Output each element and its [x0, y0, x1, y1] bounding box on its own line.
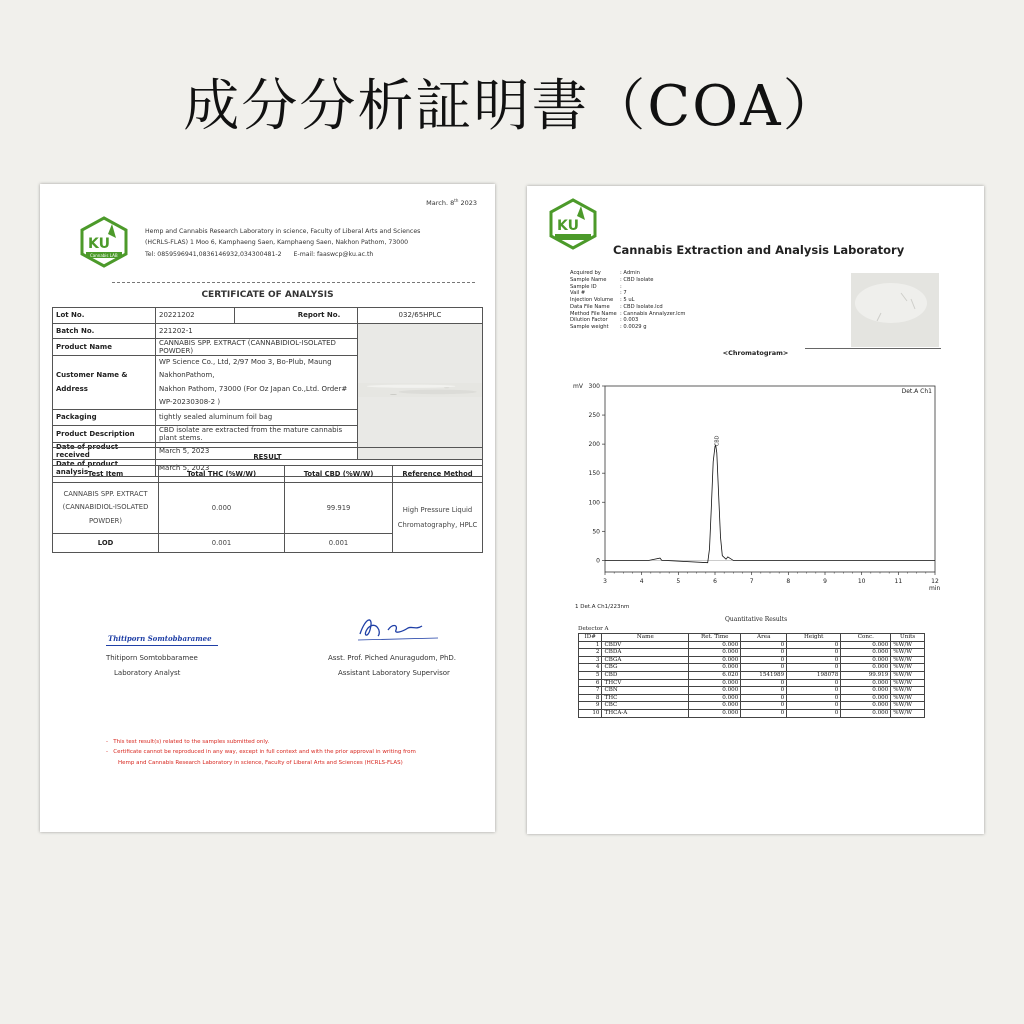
table-cell: 4	[579, 664, 602, 672]
table-cell: THC	[602, 694, 689, 702]
cbd-value: 99.919	[285, 483, 393, 534]
customer-value-line-2: Nakhon Pathom, 73000 (For Oz Japan Co.,Ltd. Order# WP-20230308-2 )	[159, 384, 348, 406]
item-line-3: POWDER)	[88, 516, 123, 525]
lab-email: E-mail: faaswcp@ku.ac.th	[293, 250, 374, 258]
certificate-page	[40, 184, 495, 832]
detector-label: Detector A	[578, 626, 609, 632]
table-row	[53, 466, 483, 483]
table-cell: %W/W	[891, 671, 925, 679]
lot-value: 20221202	[156, 308, 235, 324]
powder-image-icon	[358, 383, 482, 398]
y-tick-label: 200	[588, 441, 600, 449]
lod-label: LOD	[53, 534, 159, 553]
customer-label	[53, 356, 156, 410]
table-cell: 198078	[787, 671, 841, 679]
report-value: 032/65HPLC	[358, 308, 483, 324]
signature-line	[106, 645, 218, 646]
lab-tel: Tel: 0859596941,0836146932,034300481-2	[145, 250, 282, 258]
table-cell: 0.000	[841, 702, 891, 710]
batch-value: 221202-1	[156, 323, 358, 339]
report-date	[426, 198, 477, 208]
info-label: Sample weight	[570, 324, 609, 330]
table-cell: %W/W	[891, 649, 925, 657]
svg-text:KU: KU	[557, 218, 579, 234]
method-line-2: Chromatography, HPLC	[397, 520, 478, 529]
table-cell: 0.000	[841, 664, 891, 672]
table-cell: 0	[787, 649, 841, 657]
analysis-value: March 5, 2023	[156, 459, 483, 476]
note-1: - This test result(s) related to the samples submitted only.	[106, 739, 270, 745]
note-2: - Certificate cannot be reproduced in any way, except in full context and with the prior approval in writing from	[106, 749, 416, 756]
info-value: : Cannabis Annalyzer.lcm	[620, 310, 686, 317]
table-cell: 0	[787, 664, 841, 672]
x-tick-label: 5	[676, 578, 681, 585]
lod-thc: 0.001	[159, 534, 285, 553]
table-cell: 0	[741, 649, 787, 657]
table-cell: 0	[787, 656, 841, 664]
thc-value: 0.000	[159, 483, 285, 534]
table-cell: 1541989	[741, 671, 787, 679]
info-value: : 0.003	[620, 317, 639, 324]
lab-address-block	[145, 228, 475, 259]
y-tick-label: 100	[588, 499, 600, 507]
peak-label: CBD	[714, 435, 721, 447]
x-tick-label: 12	[931, 578, 939, 585]
plot-frame	[605, 386, 935, 572]
x-tick-label: 3	[603, 578, 607, 585]
table-cell: CBG	[602, 664, 689, 672]
customer-value-line-1: WP Science Co., Ltd, 2/97 Moo 3, Bo-Plub, Maung NakhonPathom,	[159, 358, 332, 380]
result-title: RESULT	[53, 448, 483, 466]
info-row	[570, 324, 685, 331]
table-row	[579, 702, 925, 710]
svg-text:Cannabis LAB: Cannabis LAB	[90, 253, 118, 258]
info-value: : CBD Isolate.lcd	[620, 303, 663, 310]
table-cell: 0	[741, 641, 787, 649]
ku-logo-icon	[547, 198, 599, 250]
info-row	[570, 270, 685, 277]
product-photo	[358, 323, 483, 459]
date-year: 2023	[460, 199, 477, 208]
table-row	[53, 323, 483, 339]
table-cell: 2	[579, 649, 602, 657]
table-header: Ret. Time	[689, 634, 741, 642]
table-row	[579, 656, 925, 664]
info-label: Sample Name	[570, 276, 607, 283]
table-cell: 5	[579, 671, 602, 679]
table-cell: 0	[787, 679, 841, 687]
table-cell: 0	[741, 664, 787, 672]
table-cell: 0	[741, 687, 787, 695]
table-row	[579, 687, 925, 695]
received-value: March 5, 2023	[156, 442, 358, 459]
sample-info	[570, 270, 685, 331]
table-row	[579, 709, 925, 717]
page-title: 成分分析証明書（COA）	[183, 74, 841, 139]
table-cell: 0	[741, 694, 787, 702]
table-cell: 0.000	[841, 641, 891, 649]
table-row	[579, 664, 925, 672]
chart-legend: 1 Det.A Ch1/223nm	[575, 604, 630, 610]
certificate-title: CERTIFICATE OF ANALYSIS	[201, 290, 334, 300]
table-cell: %W/W	[891, 679, 925, 687]
x-tick-label: 11	[894, 578, 903, 585]
customer-label-line-1: Customer Name &	[56, 371, 128, 380]
chromatogram-title: <Chromatogram>	[722, 349, 789, 357]
table-cell: 0.000	[841, 649, 891, 657]
x-tick-label: 4	[639, 578, 644, 585]
table-row	[53, 483, 483, 534]
table-cell: %W/W	[891, 709, 925, 717]
supervisor-signature-icon	[352, 612, 442, 646]
col-total-thc: Total THC (%W/W)	[159, 466, 285, 483]
table-cell: 0	[741, 702, 787, 710]
table-header: Height	[787, 634, 841, 642]
table-cell: 0.000	[689, 709, 741, 717]
powder-image-icon	[851, 273, 939, 347]
date-main: March. 8	[426, 199, 455, 208]
signature-analyst-script: Thitiporn Somtobbaramee	[108, 634, 212, 643]
x-tick-label: 9	[823, 578, 827, 585]
description-value: CBD isolate are extracted from the mature cannabis plant stems.	[156, 425, 358, 442]
quantitative-table	[578, 633, 925, 718]
table-cell: 0	[741, 709, 787, 717]
received-label: Date of product received	[53, 442, 156, 459]
table-row	[53, 308, 483, 324]
table-row	[579, 694, 925, 702]
table-header: Units	[891, 634, 925, 642]
table-header: Conc.	[841, 634, 891, 642]
y-tick-label: 50	[592, 528, 600, 536]
result-table	[52, 447, 483, 553]
method-cell	[393, 483, 483, 553]
info-label: Data File Name	[570, 303, 610, 310]
info-label: Acquired by	[570, 270, 601, 276]
info-label: Sample ID	[570, 283, 597, 290]
y-tick-label: 150	[588, 470, 600, 478]
sample-photo	[851, 273, 939, 347]
table-cell: 0	[741, 679, 787, 687]
date-sup: th	[454, 198, 459, 203]
table-cell: 10	[579, 709, 602, 717]
table-header: Area	[741, 634, 787, 642]
table-header-row	[579, 634, 925, 642]
table-cell: 1	[579, 641, 602, 649]
ku-logo-icon	[78, 216, 130, 268]
table-cell: 9	[579, 702, 602, 710]
x-axis-label: min	[929, 585, 941, 592]
table-cell: 0	[787, 702, 841, 710]
info-label: Method File Name	[570, 310, 617, 317]
table-row	[579, 649, 925, 657]
col-reference-method: Reference Method	[393, 466, 483, 483]
table-cell: 0.000	[689, 702, 741, 710]
table-header: ID#	[579, 634, 602, 642]
info-value: : Admin	[620, 270, 640, 276]
table-cell: 0.000	[841, 709, 891, 717]
table-row	[579, 679, 925, 687]
info-row	[570, 304, 685, 311]
product-label: Product Name	[53, 339, 156, 356]
lot-label: Lot No.	[53, 308, 156, 324]
lab-title: Cannabis Extraction and Analysis Laboratory	[613, 243, 905, 257]
table-cell: 7	[579, 687, 602, 695]
item-line-2: (CANNABIDIOL-ISOLATED	[62, 503, 149, 512]
note-2-text: Certificate cannot be reproduced in any way, except in full context and with the prior approval in writing from	[113, 749, 416, 756]
table-cell: 0.000	[841, 656, 891, 664]
table-cell: 0.000	[841, 679, 891, 687]
info-label: Vail #	[570, 290, 586, 297]
supervisor-role: Assistant Laboratory Supervisor	[338, 669, 450, 677]
table-cell: %W/W	[891, 656, 925, 664]
table-cell: CBDV	[602, 641, 689, 649]
table-cell: 99.919	[841, 671, 891, 679]
svg-text:KU: KU	[88, 236, 110, 252]
quant-title: Quantitative Results	[725, 616, 788, 623]
table-cell: 0.000	[689, 641, 741, 649]
y-axis-label: mV	[573, 383, 583, 390]
x-tick-label: 10	[857, 578, 866, 585]
info-row	[570, 290, 685, 297]
table-header: Name	[602, 634, 689, 642]
series-label: Det.A Ch1	[901, 388, 932, 395]
header-divider	[112, 282, 475, 283]
table-cell: 0.000	[689, 694, 741, 702]
table-cell: 0	[741, 656, 787, 664]
analysis-label: Date of product analysis	[53, 459, 156, 476]
table-cell: 0.000	[841, 687, 891, 695]
table-cell: %W/W	[891, 694, 925, 702]
info-row	[570, 311, 685, 318]
chromatogram-page	[527, 186, 984, 834]
table-cell: CBGA	[602, 656, 689, 664]
table-cell: 0	[787, 709, 841, 717]
table-cell: CBD	[602, 671, 689, 679]
batch-label: Batch No.	[53, 323, 156, 339]
info-label: Dilution Factor	[570, 317, 608, 324]
spacer-cell	[235, 308, 282, 324]
table-cell: 0	[787, 641, 841, 649]
table-cell: 0	[787, 694, 841, 702]
analyst-name: Thitiporn Somtobbaramee	[106, 654, 198, 662]
info-row	[570, 277, 685, 284]
table-cell: %W/W	[891, 687, 925, 695]
table-cell: 3	[579, 656, 602, 664]
y-tick-label: 300	[588, 383, 600, 390]
table-cell: 0.000	[689, 664, 741, 672]
col-test-item: Test Item	[53, 466, 159, 483]
note-1-text: This test result(s) related to the samples submitted only.	[113, 739, 270, 745]
table-cell: 0.000	[689, 679, 741, 687]
table-cell: 0.000	[689, 656, 741, 664]
lab-contact	[145, 251, 475, 259]
description-label: Product Description	[53, 425, 156, 442]
packaging-label: Packaging	[53, 410, 156, 426]
info-row	[570, 317, 685, 324]
x-tick-label: 8	[786, 578, 791, 585]
lab-line-2: (HCRLS-FLAS) 1 Moo 6, Kamphaeng Saen, Kamphaeng Saen, Nakhon Pathom, 73000	[145, 239, 409, 247]
table-row	[53, 448, 483, 466]
table-cell: %W/W	[891, 641, 925, 649]
x-tick-label: 7	[749, 578, 754, 585]
table-cell: %W/W	[891, 702, 925, 710]
lab-line-1: Hemp and Cannabis Research Laboratory in science, Faculty of Liberal Arts and Sciences	[145, 228, 421, 235]
disclaimer-notes	[106, 737, 486, 768]
note-3: Hemp and Cannabis Research Laboratory in science, Faculty of Liberal Arts and Sciences (HCRLS-FLAS)	[118, 759, 403, 766]
test-item-cell	[53, 483, 159, 534]
info-label: Injection Volume	[570, 297, 614, 303]
table-cell: CBDA	[602, 649, 689, 657]
packaging-value: tightly sealed aluminum foil bag	[156, 410, 358, 426]
y-tick-label: 250	[588, 412, 600, 420]
info-value: : 7	[620, 290, 627, 297]
chromatogram-chart	[567, 380, 947, 606]
table-row	[579, 671, 925, 679]
method-line-1: High Pressure Liquid	[402, 505, 473, 514]
report-label: Report No.	[281, 308, 358, 324]
info-value: : 0.0029 g	[620, 324, 647, 330]
table-cell: CBC	[602, 702, 689, 710]
table-cell: 0.000	[689, 649, 741, 657]
table-cell: THCA-A	[602, 709, 689, 717]
table-cell: %W/W	[891, 664, 925, 672]
item-line-1: CANNABIS SPP. EXTRACT	[63, 489, 148, 498]
table-cell: 0.000	[841, 694, 891, 702]
table-cell: THCV	[602, 679, 689, 687]
table-cell: 8	[579, 694, 602, 702]
customer-label-line-2: Address	[56, 384, 88, 393]
product-value: CANNABIS SPP. EXTRACT (CANNABIDIOL-ISOLATED POWDER)	[156, 339, 358, 356]
table-cell: 0	[787, 687, 841, 695]
supervisor-name: Asst. Prof. Piched Anuragudom, PhD.	[328, 654, 457, 662]
lod-cbd: 0.001	[285, 534, 393, 553]
col-total-cbd: Total CBD (%W/W)	[285, 466, 393, 483]
series-line	[605, 445, 935, 562]
customer-value	[156, 356, 358, 410]
analyst-role: Laboratory Analyst	[114, 669, 181, 677]
info-value: : 5 uL	[620, 297, 635, 303]
table-cell: 0.000	[689, 687, 741, 695]
table-cell: CBN	[602, 687, 689, 695]
x-tick-label: 6	[713, 578, 717, 585]
y-tick-label: 0	[596, 557, 600, 565]
table-cell: 6.020	[689, 671, 741, 679]
info-value: :	[620, 283, 622, 290]
table-row	[579, 641, 925, 649]
info-row	[570, 297, 685, 304]
table-cell: 6	[579, 679, 602, 687]
info-value: : CBD Isolate	[620, 276, 654, 283]
info-row	[570, 284, 685, 291]
